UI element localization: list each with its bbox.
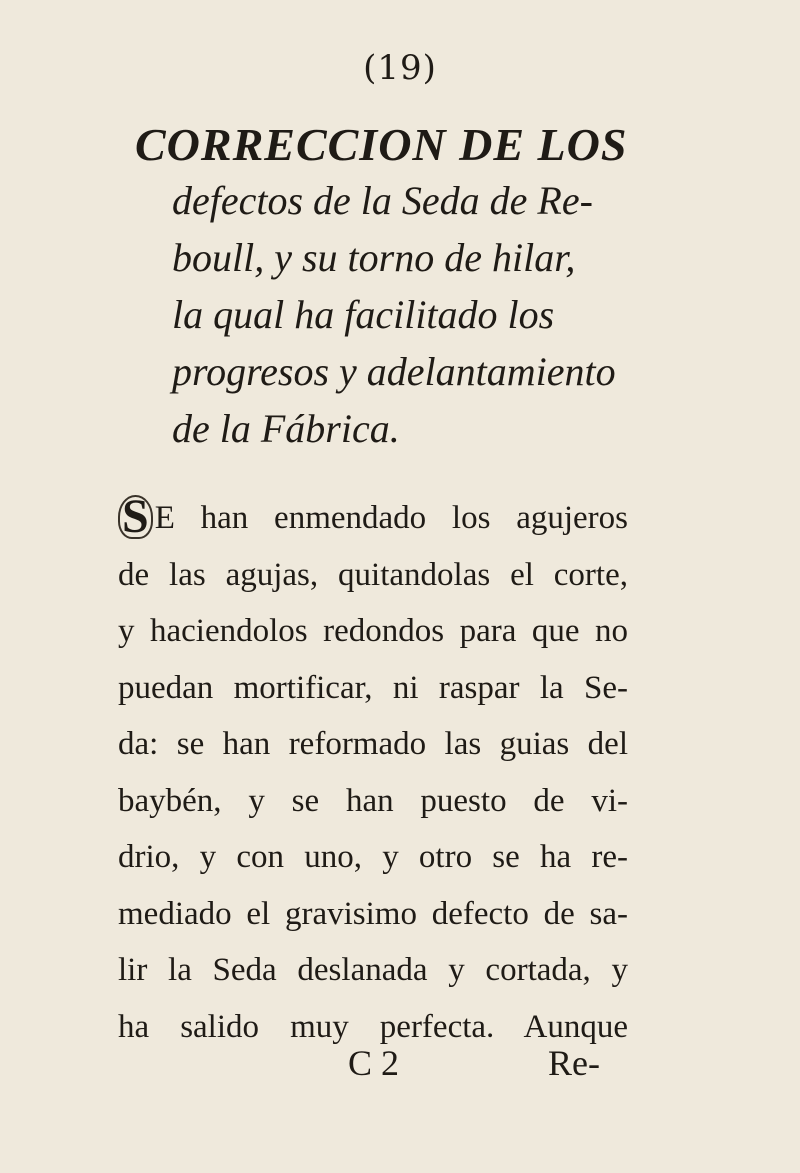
body-line: ha salido muy perfecta. Aunque: [118, 1008, 628, 1045]
catchword: Re-: [548, 1043, 600, 1083]
body-line: y haciendolos redondos para que no: [118, 613, 628, 649]
body-line: baybén, y se han puesto de vi-: [118, 782, 628, 819]
heading-line: de la Fábrica.: [172, 406, 400, 451]
body-line: drio, y con uno, y otro se ha re-: [118, 839, 628, 875]
body-line: da: se han reformado las guias del: [118, 726, 628, 762]
body-line: mediado el gravisimo defecto de sa-: [118, 895, 628, 932]
section-heading: [135, 118, 665, 457]
body-line: de las agujas, quitandolas el corte,: [118, 556, 628, 593]
body-line: lir la Seda deslanada y cortada, y: [118, 952, 628, 988]
heading-line: defectos de la Seda de Re-: [172, 178, 593, 223]
body-line: [118, 490, 628, 547]
decorated-initial: S: [118, 495, 153, 539]
heading-line: boull, y su torno de hilar,: [172, 235, 576, 280]
page-number: (19): [363, 48, 437, 88]
heading-line: progresos y adelantamiento: [172, 349, 616, 394]
signature-mark: C 2: [348, 1043, 400, 1083]
first-line-text: E han enmendado los agujeros: [154, 500, 628, 536]
body-text: [118, 490, 628, 1055]
body-line: puedan mortificar, ni raspar la Se-: [118, 669, 628, 706]
heading-line: la qual ha facilitado los: [172, 292, 555, 337]
heading-line: CORRECCION DE LOS: [135, 119, 628, 170]
